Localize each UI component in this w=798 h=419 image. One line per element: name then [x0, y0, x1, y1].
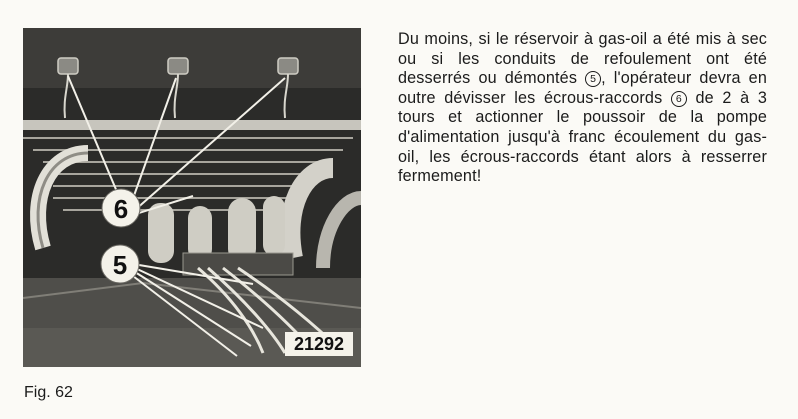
paragraph-part-3: de 2 à 3 tours et actionner le poussoir de la pompe d'alimentation jusqu'à franc écoulement du gas-oil, les écrous-raccords étant alors à resserrer fermement!	[398, 88, 768, 186]
callout-6-label: 6	[113, 194, 129, 224]
ref-5-circle: 5	[585, 71, 601, 87]
photo-number: 21292	[293, 334, 345, 354]
engine-illustration	[23, 28, 361, 367]
figure-caption: Fig. 62	[24, 384, 73, 401]
engine-photo	[23, 28, 361, 367]
paragraph-part-2: , l'opérateur devra en outre dévisser les écrous-raccords	[398, 69, 767, 107]
paragraph-part-1: Du moins, si le réservoir à gas-oil a été mis à sec ou si les conduits de refoulement ont été desserrés ou démontés	[398, 30, 767, 88]
ref-6-circle: 6	[671, 91, 687, 107]
callout-5-label: 5	[112, 250, 128, 280]
instruction-paragraph	[398, 30, 767, 187]
